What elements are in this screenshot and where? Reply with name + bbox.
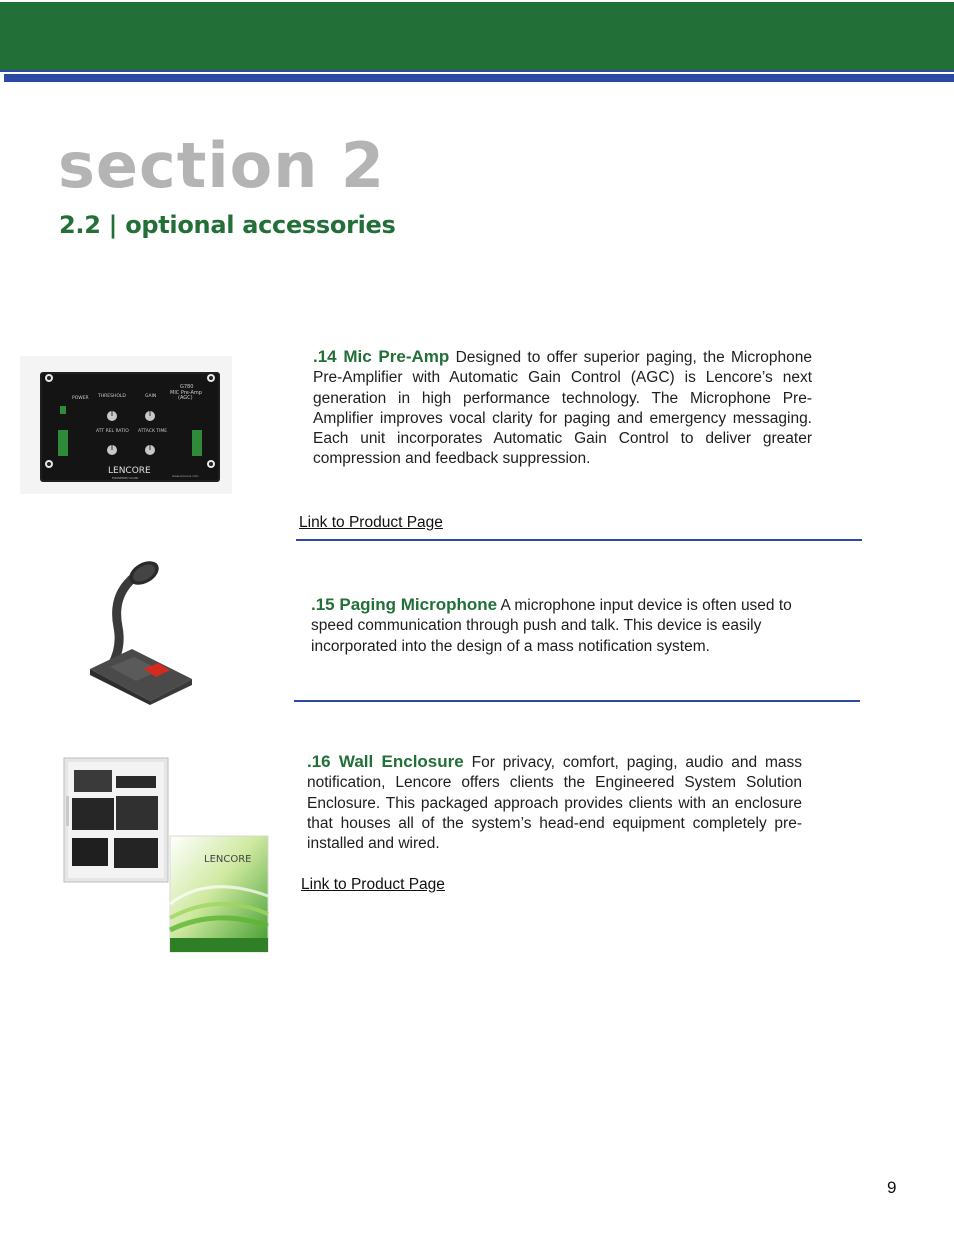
product-description-wall-enclosure xyxy=(307,752,802,854)
section-divider xyxy=(294,700,860,702)
page-number: 9 xyxy=(887,1178,897,1197)
wall-enclosure-image xyxy=(58,756,174,884)
product-text-paging-microphone: A microphone input device is often used to speed communication through push and talk. This device is easily incorporated into the design of a mass notification system. xyxy=(311,597,792,655)
preamp-url: www.lencore.com xyxy=(172,474,199,478)
preamp-label-attack: ATTACK TIME xyxy=(138,429,168,434)
brochure-brand: LENCORE xyxy=(204,854,252,865)
product-description-mic-preamp xyxy=(313,347,812,470)
preamp-label-att: ATT REL RATIO xyxy=(96,429,129,434)
section-subtitle: 2.2 | optional accessories xyxy=(59,211,396,239)
preamp-label-gain: GAIN xyxy=(145,394,157,399)
product-text-mic-preamp: Designed to offer superior paging, the Microphone Pre-Amplifier with Automatic Gain Control (AGC) is Lencore’s next generation in high performance technology. The Microphone Pre-Amplifier improves vocal clarity for paging and emergency messaging. Each unit incorporates Automatic Gain Control to deliver greater compression and feedback suppression. xyxy=(313,349,812,468)
header-rule-thick xyxy=(4,74,954,82)
preamp-label-threshold: THRESHOLD xyxy=(98,394,126,399)
paging-microphone-image xyxy=(72,557,204,705)
brochure-image xyxy=(168,834,272,954)
product-lead-mic-preamp: .14 Mic Pre-Amp xyxy=(313,347,450,366)
mic-preamp-image xyxy=(20,356,232,494)
preamp-model-sub: (AGC) xyxy=(178,395,193,401)
product-description-paging-microphone xyxy=(311,595,807,657)
section-title: section 2 xyxy=(58,129,386,202)
preamp-tagline: ENGINEERED SOUND xyxy=(112,477,139,480)
header-band xyxy=(0,2,954,70)
preamp-brand: LENCORE xyxy=(108,466,151,476)
preamp-model: G780 xyxy=(180,384,194,390)
wall-enclosure-product-link[interactable]: Link to Product Page xyxy=(301,876,445,893)
mic-preamp-product-link[interactable]: Link to Product Page xyxy=(299,514,443,531)
product-text-wall-enclosure: For privacy, comfort, paging, audio and mass notification, Lencore offers clients the Engineered System Solution Enclosure. This packaged approach provides clients with an enclosure that houses all of the system’s head-end equipment completely pre-installed and wired. xyxy=(307,754,802,853)
product-lead-wall-enclosure: .16 Wall Enclosure xyxy=(307,752,464,771)
preamp-model-title: MIC Pre-Amp xyxy=(170,390,202,396)
product-lead-paging-microphone: .15 Paging Microphone xyxy=(311,595,498,614)
preamp-label-power: POWER xyxy=(72,396,89,401)
section-divider xyxy=(296,539,862,541)
